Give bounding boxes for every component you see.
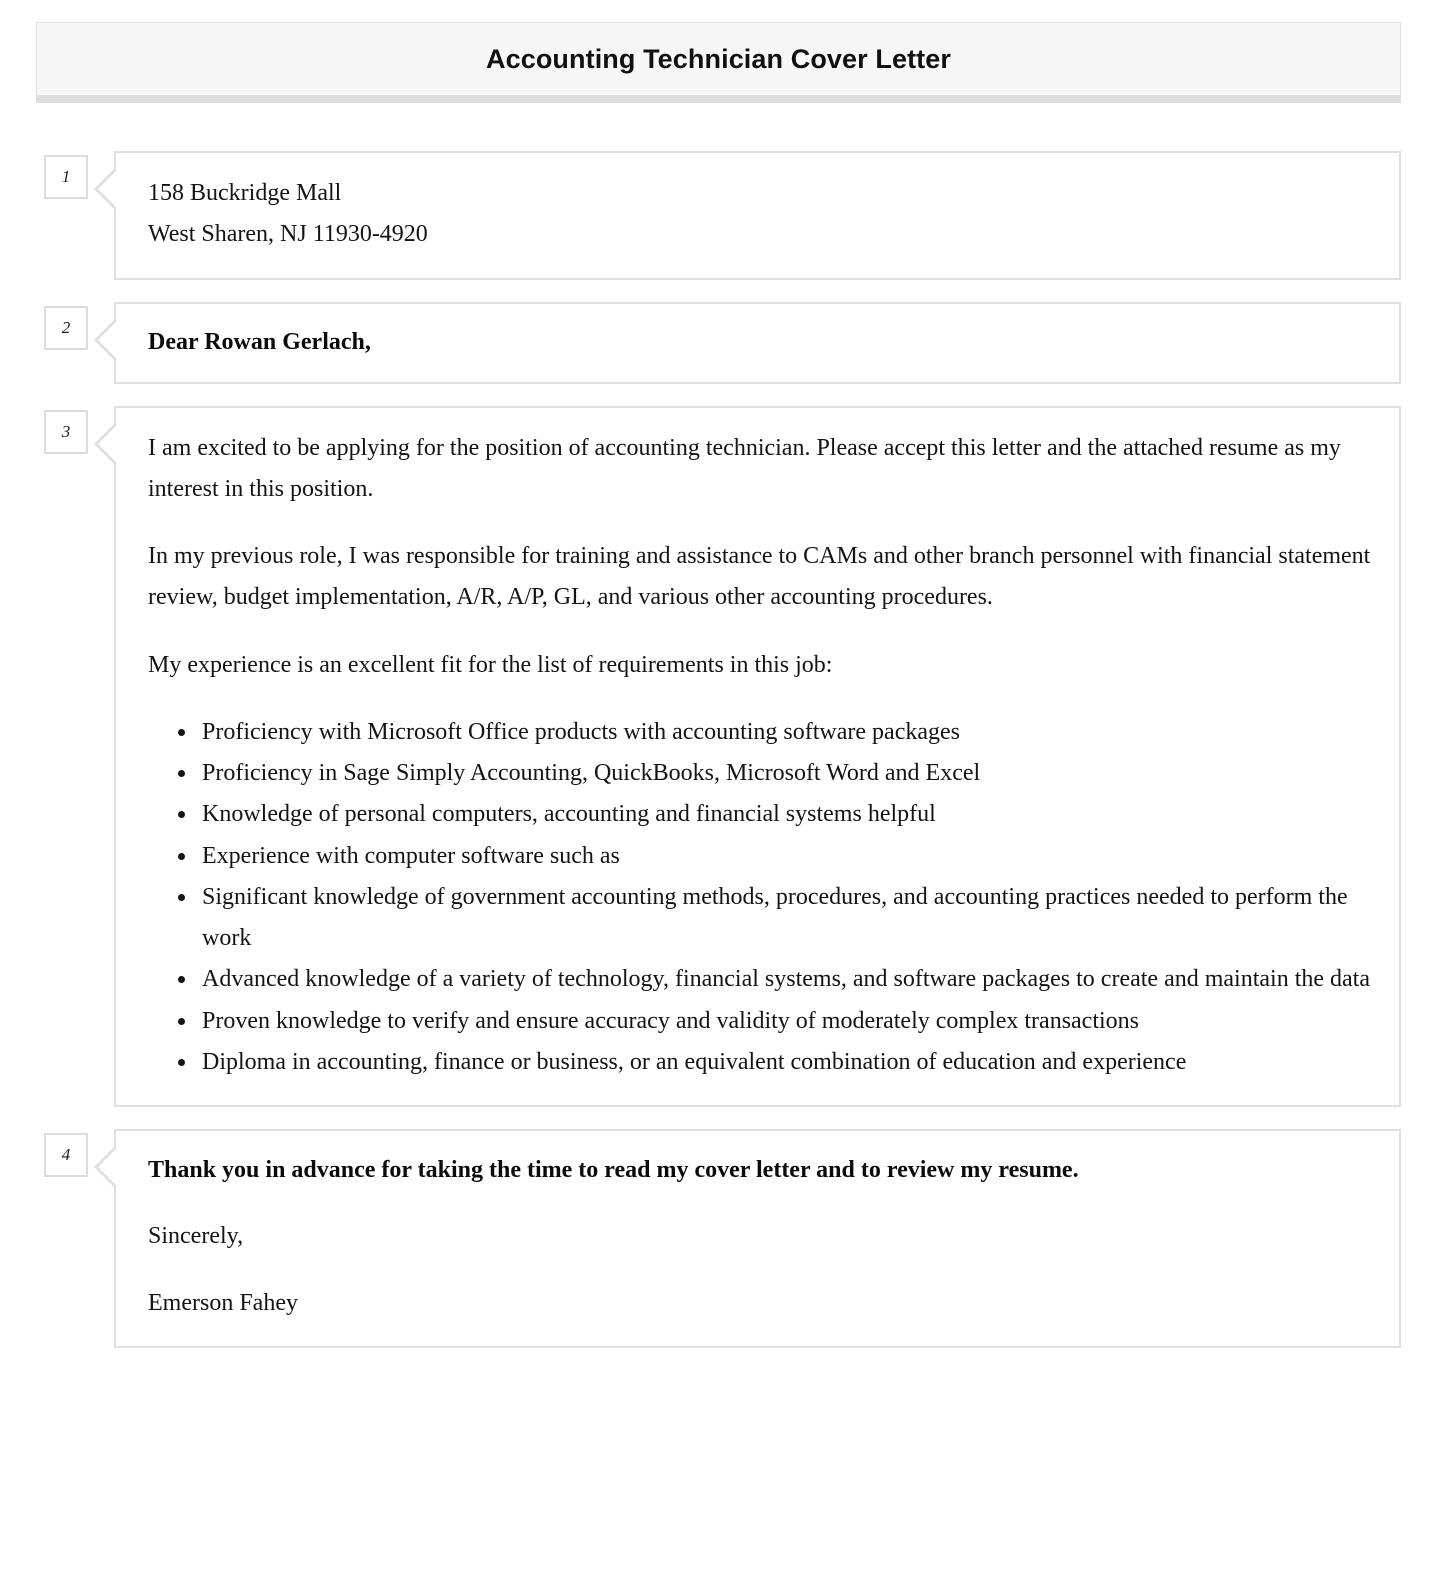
document-header — [36, 22, 1401, 103]
page-title: Accounting Technician Cover Letter — [486, 43, 951, 74]
body-callout[interactable] — [114, 406, 1401, 1108]
list-item: • Proven knowledge to verify and ensure accuracy and validity of moderately complex transactions — [198, 1001, 1373, 1042]
body-paragraph-2: In my previous role, I was responsible for training and assistance to CAMs and other branch personnel with financial statement review, budget implementation, A/R, A/P, GL, and various other accounting procedures. — [148, 543, 1371, 611]
callout-wrapper-salutation — [114, 302, 1401, 384]
block-marker-2[interactable]: 2 — [44, 306, 88, 350]
annotated-block-body — [0, 406, 1440, 1108]
list-item: • Proficiency in Sage Simply Accounting, QuickBooks, Microsoft Word and Excel — [198, 753, 1373, 794]
address-line-2: West Sharen, NJ 11930-4920 — [148, 221, 428, 248]
list-item: • Experience with computer software such as — [198, 836, 1373, 877]
block-marker-4[interactable]: 4 — [44, 1133, 88, 1177]
callout-wrapper-closing — [114, 1129, 1401, 1348]
list-item: • Knowledge of personal computers, accounting and financial systems helpful — [198, 794, 1373, 835]
body-paragraph-1: I am excited to be applying for the position of accounting technician. Please accept this letter and the attached resume as my interest in this position. — [148, 434, 1341, 502]
list-item: • Significant knowledge of government accounting methods, procedures, and accounting practices needed to perform the work — [198, 877, 1373, 960]
salutation-text: Dear Rowan Gerlach, — [148, 328, 371, 355]
callout-wrapper-body — [114, 406, 1401, 1108]
annotated-block-address — [0, 151, 1440, 280]
thank-you-text: Thank you in advance for taking the time to read my cover letter and to review my resume. — [148, 1157, 1079, 1184]
list-item: • Proficiency with Microsoft Office products with accounting software packages — [198, 712, 1373, 753]
callout-wrapper-address — [114, 151, 1401, 280]
closing-callout[interactable] — [114, 1129, 1401, 1348]
annotated-block-closing — [0, 1129, 1440, 1348]
body-paragraph-3: My experience is an excellent fit for the list of requirements in this job: — [148, 651, 833, 678]
address-callout[interactable] — [114, 151, 1401, 280]
signoff-text: Sincerely, — [148, 1222, 244, 1249]
signature-name: Emerson Fahey — [148, 1289, 298, 1316]
list-item: • Advanced knowledge of a variety of technology, financial systems, and software packages to create and maintain the data — [198, 959, 1373, 1000]
salutation-callout[interactable] — [114, 302, 1401, 384]
annotated-blocks — [0, 151, 1440, 1370]
list-item: • Diploma in accounting, finance or business, or an equivalent combination of education and experience — [198, 1042, 1373, 1083]
requirements-list — [148, 712, 1373, 1083]
annotated-block-salutation — [0, 302, 1440, 384]
block-marker-1[interactable]: 1 — [44, 155, 88, 199]
address-line-1: 158 Buckridge Mall — [148, 180, 342, 206]
block-marker-3[interactable]: 3 — [44, 410, 88, 454]
